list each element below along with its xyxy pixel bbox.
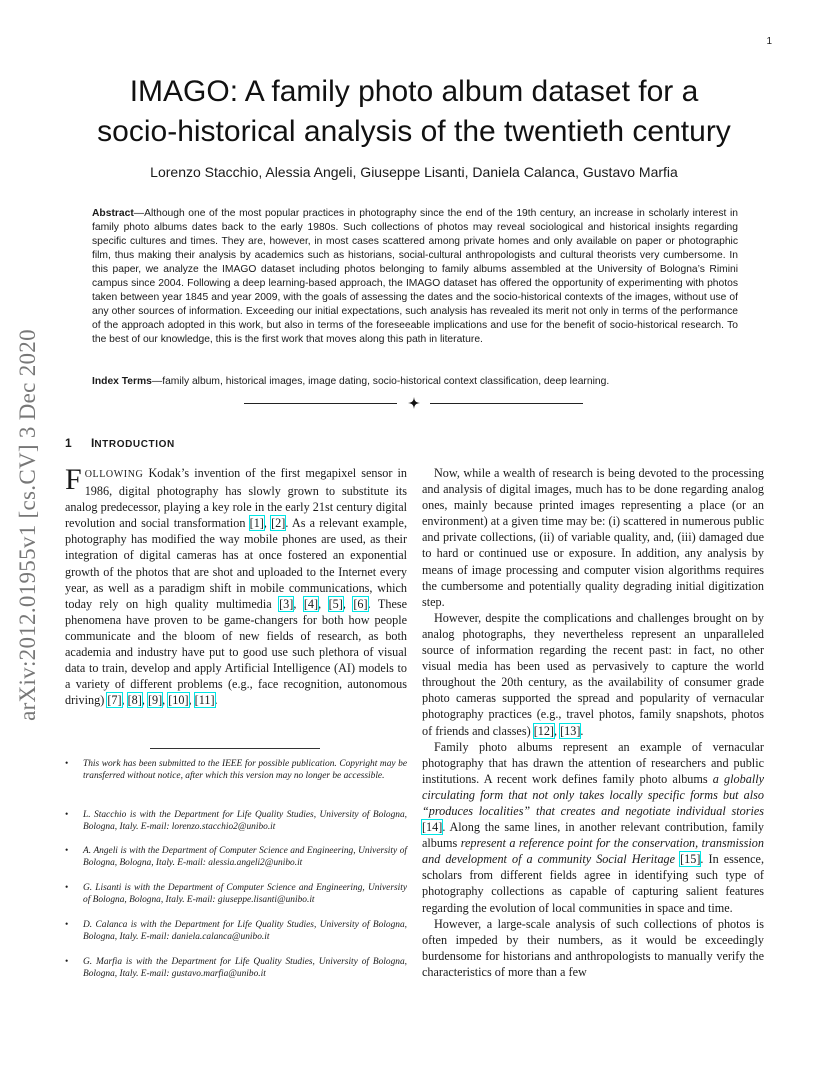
intro-paragraph-2: Now, while a wealth of research is being devoted to the processing and analysis of digital images, much has to be done regarding analog ones, mainly because printed images representing a place (or an environment) at a given time may be: (i) scattered in numerous public and private collections, (ii) of variable quality, and, (iii) damaged due to hard or continued use or exposure. In addition, any analysis by means of image processing and computer vision algorithms requires the cumbersome and potentially quality degrading initial digitization step.: [422, 466, 764, 609]
text-run: ,: [188, 693, 195, 708]
bullet-icon: •: [65, 759, 69, 769]
title-line-2: socio-historical analysis of the twentieth century: [97, 115, 731, 148]
text-run: .: [214, 693, 218, 708]
text-run: . As a relevant example, photography has modified the way mobile phones are used, as their integration of digital cameras has at once fostered an exponential growth of the photos that are shot and uploaded to the Internet every year, as well as a paradigm shift in mobile communications, which today rely on high quality multimedia: [65, 516, 408, 611]
section-title-rest: NTRODUCTION: [94, 439, 175, 450]
left-column: [65, 465, 407, 708]
text-run: ,: [263, 516, 272, 531]
bullet-icon: •: [65, 883, 69, 893]
right-column: [422, 465, 764, 980]
text-run: ,: [342, 596, 354, 611]
citation-link[interactable]: [13]: [560, 723, 581, 738]
text-run: ,: [293, 596, 304, 611]
citation-link[interactable]: [2]: [271, 516, 286, 531]
text-run: ,: [554, 723, 561, 738]
bullet-icon: •: [65, 920, 69, 930]
separator-rule-left: [244, 403, 397, 404]
citation-link[interactable]: [11]: [194, 693, 215, 708]
citation-link[interactable]: [7]: [107, 693, 122, 708]
lead-smallcaps: OLLOWING: [84, 469, 144, 480]
page-number: 1: [766, 36, 772, 47]
author-list: Lorenzo Stacchio, Alessia Angeli, Giuseppe Lisanti, Daniela Calanca, Gustavo Marfia: [150, 164, 678, 180]
italic-quote: represent a reference point for the conservation, transmission and development of a community Social Heritage: [422, 836, 764, 867]
index-terms-text: —family album, historical images, image dating, socio-historical context classification, deep learning.: [151, 376, 610, 387]
intro-paragraph-3: [422, 610, 764, 739]
section-title-initial: I: [91, 436, 95, 450]
diamond-ornament-icon: [408, 397, 420, 409]
footnote: [65, 846, 407, 869]
index-terms: [92, 375, 738, 389]
intro-paragraph-5: However, a large-scale analysis of such collections of photos is often impeded by their numbers, as it would be exceedingly burdensome for historians and anthropologists to manually verify the characteristics of more than a few: [422, 916, 764, 979]
section-number: 1: [65, 436, 72, 450]
footnote-text: G. Marfia is with the Department for Life Quality Studies, University of Bologna, Bologna, Italy. E-mail: gustavo.marfia@unibo.it: [83, 957, 407, 979]
footnote-text: G. Lisanti is with the Department of Computer Science and Engineering, University of Bologna, Bologna, Italy. E-mail: giuseppe.lisanti@unibo.it: [83, 883, 407, 905]
citation-link[interactable]: [9]: [147, 693, 163, 708]
citation-link[interactable]: [4]: [303, 596, 319, 611]
paper-title: [20, 72, 808, 152]
citation-link[interactable]: [8]: [127, 693, 142, 708]
bullet-icon: •: [65, 810, 69, 820]
intro-paragraph-1: [65, 465, 407, 708]
text-run: However, despite the complications and challenges brought on by analog photographs, they nevertheless represent an unparalleled source of information regarding the recent past: in fact, no other visual media has been used as pervasively to capture the world throughout the 20th century, as the availability of consumer grade photo cameras supported the spread and popularity of vernacular photography practices (e.g., travel photos, family snapshots, photos of friends and classes): [422, 610, 764, 738]
citation-link[interactable]: [15]: [680, 852, 701, 867]
text-run: ,: [141, 693, 148, 708]
bullet-icon: •: [65, 957, 69, 967]
bullet-icon: •: [65, 846, 69, 856]
footnote: [65, 883, 407, 906]
text-run: ,: [121, 693, 128, 708]
text-run: Family photo albums represent an example of vernacular photography that has drawn the attention of researchers and public institutions. A recent work defines family photo albums: [422, 739, 764, 786]
citation-link[interactable]: [12]: [533, 723, 554, 738]
title-line-1: IMAGO: A family photo album dataset for a: [129, 75, 699, 108]
abstract-text: —Although one of the most popular practices in photography since the end of the 19th century, an increase in scholarly interest in family photo albums dates back to the early 1980s. Such collections of photos may reveal sociological and historical insights regarding specific cultures and times. They are, however, in most cases scattered among private homes and only available on paper or photographic film, thus making their analysis by academics such as historians, social-cultural anthropologists and cultural theorists very cumbersome. In this paper, we analyze the IMAGO dataset including photos belonging to family albums assembled at the University of Bologna’s Rimini campus since 2004. Following a deep learning-based approach, the IMAGO dataset has offered the opportunity of experimenting with photos taken between year 1845 and year 2009, with the goals of assessing the dates and the socio-historical contexts of the images, without use of any other sources of information. Exceeding our initial expectations, such analysis has revealed its merit not only in terms of the performance of the approach adopted in this work, but also in terms of the foreseeable implications and use for the benefit of socio-historical research. To the best of our knowledge, this is the first work that moves along this path in literature.: [92, 208, 738, 345]
footnote-text: A. Angeli is with the Department of Computer Science and Engineering, University of Bologna, Bologna, Italy. E-mail: alessia.angeli2@unibo.it: [83, 846, 407, 868]
footnote: [65, 957, 407, 980]
footnote-text: This work has been submitted to the IEEE for possible publication. Copyright may be transferred without notice, after which this version may no longer be accessible.: [83, 759, 407, 781]
arxiv-stamp: [16, 290, 40, 760]
citation-link[interactable]: [10]: [168, 693, 189, 708]
citation-link[interactable]: [14]: [422, 820, 443, 835]
text-run: ,: [318, 596, 329, 611]
citation-link[interactable]: [6]: [353, 596, 368, 611]
arxiv-stamp-text: arXiv:2012.01955v1 [cs.CV] 3 Dec 2020: [15, 329, 40, 721]
text-run: . These phenomena have proven to be game-changers for both how people communicate and the bloom of new fields of research, as both academia and industry have put to good use such plethora of visual data to train, develop and apply Artificial Intelligence (AI) models to a variety of different problems (e.g., face recognition, autonomous driving): [65, 596, 408, 708]
drop-cap: F: [65, 463, 82, 496]
footnote: [65, 810, 407, 833]
citation-link[interactable]: [3]: [279, 596, 294, 611]
section-heading: [65, 436, 175, 450]
abstract: [92, 207, 738, 347]
footnote-rule: [150, 748, 320, 749]
separator-rule-right: [430, 403, 583, 404]
text-run: Kodak’s invention of the first megapixel sensor in 1986, digital photography has slowly grown to substitute its analog predecessor, playing a key role in the early 21st century digital revolution and social transformation: [65, 466, 407, 531]
footnote-text: D. Calanca is with the Department for Life Quality Studies, University of Bologna, Bologna, Italy. E-mail: daniela.calanca@unibo.it: [83, 920, 407, 942]
citation-link[interactable]: [1]: [249, 516, 264, 531]
footnote: [65, 920, 407, 943]
text-run: . Along the same lines, in another relevant contribution, family albums: [422, 820, 764, 851]
footnote: [65, 759, 407, 782]
footnote-text: L. Stacchio is with the Department for Life Quality Studies, University of Bologna, Bologna, Italy. E-mail: lorenzo.stacchio2@unibo.it: [83, 810, 407, 832]
intro-paragraph-4: [422, 739, 764, 916]
citation-link[interactable]: [5]: [328, 596, 343, 611]
abstract-label: Abstract: [92, 208, 134, 219]
text-run: . In essence, scholars from different fields agree in identifying such type of photography collections as capable of capturing salient features regarding the evolution of local communities in space and time.: [422, 852, 764, 915]
text-run: .: [580, 723, 584, 738]
italic-quote: a globally circulating form that not only takes locally specific forms but also “produces localities” that creates and negotiate individual stories: [422, 771, 764, 818]
index-terms-label: Index Terms: [92, 376, 152, 387]
text-run: ,: [162, 693, 169, 708]
